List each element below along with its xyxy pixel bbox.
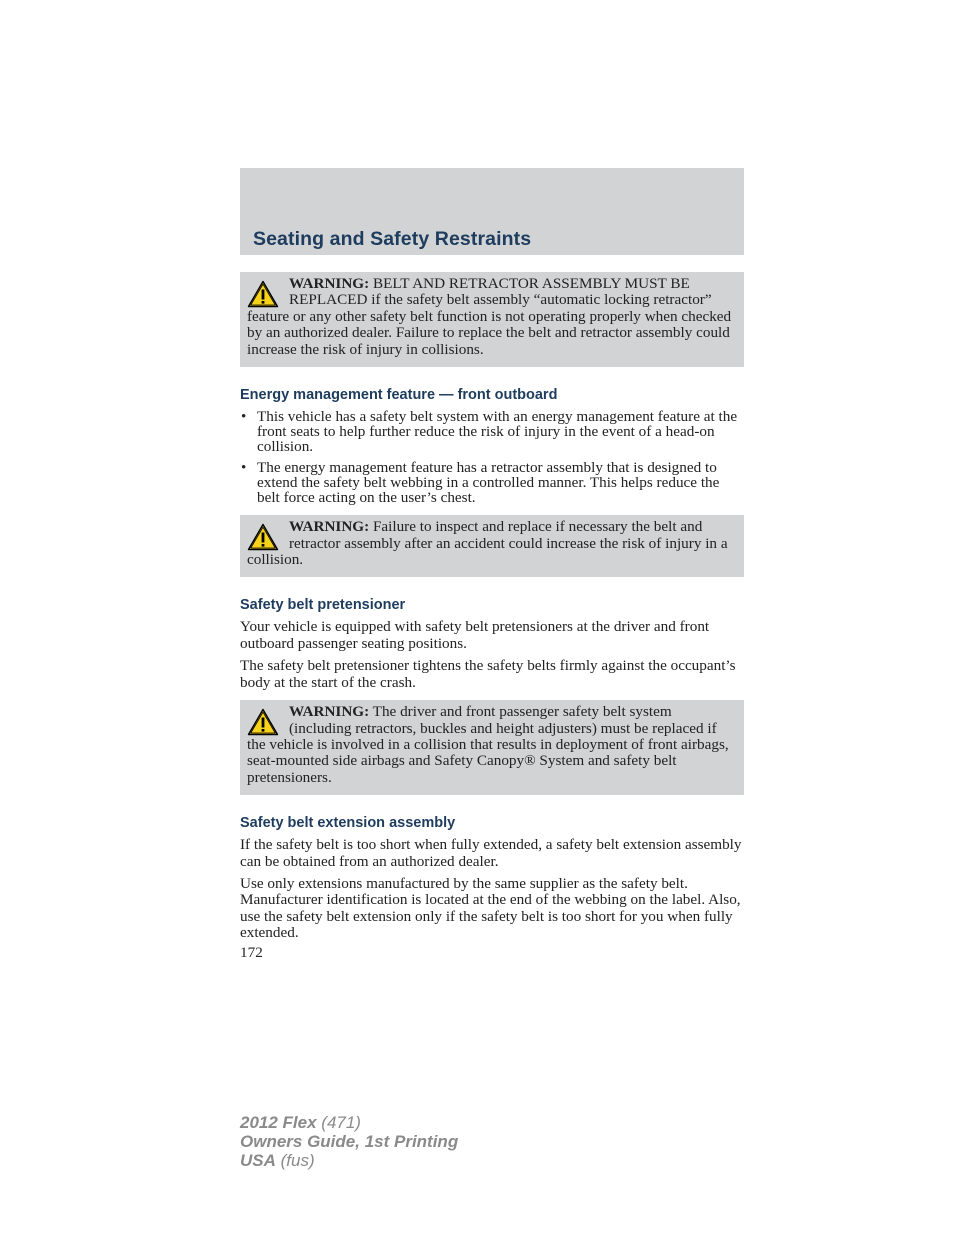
warning-box [240, 515, 744, 577]
list-item-text: This vehicle has a safety belt system with an energy management feature at the front seats to help further reduce the risk of injury in the event of a head-on collision. [257, 408, 738, 456]
footer-line [240, 1132, 458, 1151]
page-number: 172 [240, 943, 263, 961]
warning-label: WARNING: [289, 703, 370, 721]
bullet-glyph: • [241, 458, 247, 476]
warning-triangle-icon [247, 708, 279, 736]
warning-triangle-icon [247, 523, 279, 551]
footer-region: USA [240, 1151, 276, 1170]
main-content [240, 272, 744, 961]
warning-triangle-icon [247, 280, 279, 308]
bullet-list [240, 409, 744, 505]
warning-box [240, 700, 744, 795]
warning-body: Failure to inspect and replace if necessary the belt and retractor assembly after an accident could increase the risk of injury in a collision. [247, 518, 728, 569]
warning-box [240, 272, 744, 367]
warning-text [247, 704, 736, 786]
page-title: Seating and Safety Restraints [253, 228, 532, 250]
footer-region-code: (fus) [275, 1151, 315, 1170]
list-item [240, 409, 744, 455]
warning-text [247, 519, 736, 568]
warning-label: WARNING: [289, 275, 370, 292]
document-footer [240, 1113, 458, 1170]
list-item-text: The energy management feature has a retractor assembly that is designed to extend the safety belt webbing in a controlled manner. This helps reduce the belt force acting on the user’s chest. [257, 458, 720, 507]
footer-line [240, 1151, 458, 1170]
warning-body: The driver and front passenger safety belt system (including retractors, buckles and height adjusters) must be replaced if the vehicle is involved in a collision that results in deployment of front airbags, seat-mounted side airbags and Safety Canopy® System and safety belt pretensioners. [247, 703, 729, 786]
section-heading-pretensioner: Safety belt pretensioner [240, 597, 406, 614]
bullet-glyph: • [241, 408, 247, 426]
footer-line [240, 1113, 458, 1132]
paragraph: Use only extensions manufactured by the same supplier as the safety belt. Manufacturer identification is located at the end of the webbing on the label. Also, use the safety belt extension only if the safety belt is too short for you when fully extended. [240, 874, 741, 942]
section-header [240, 168, 744, 255]
section-heading-extension: Safety belt extension assembly [240, 815, 456, 832]
warning-label: WARNING: [289, 518, 370, 536]
footer-model-code: (471) [316, 1113, 361, 1132]
paragraph: If the safety belt is too short when fully extended, a safety belt extension assembly can be obtained from an authorized dealer. [240, 836, 742, 870]
warning-text [247, 276, 736, 358]
paragraph: The safety belt pretensioner tightens the safety belts firmly against the occupant’s body at the start of the crash. [240, 657, 736, 691]
footer-guide: Owners Guide, 1st Printing [240, 1132, 459, 1151]
list-item [240, 460, 744, 506]
warning-body: BELT AND RETRACTOR ASSEMBLY MUST BE REPLACED if the safety belt assembly “automatic locking retractor” feature or any other safety belt function is not operating properly when checked by an authorized dealer. Failure to replace the belt and retractor assembly could increase the risk of injury in collisions. [247, 275, 732, 358]
section-heading-energy: Energy management feature — front outboard [240, 387, 558, 404]
paragraph: Your vehicle is equipped with safety belt pretensioners at the driver and front outboard passenger seating positions. [240, 618, 710, 652]
footer-model: 2012 Flex [240, 1113, 317, 1132]
